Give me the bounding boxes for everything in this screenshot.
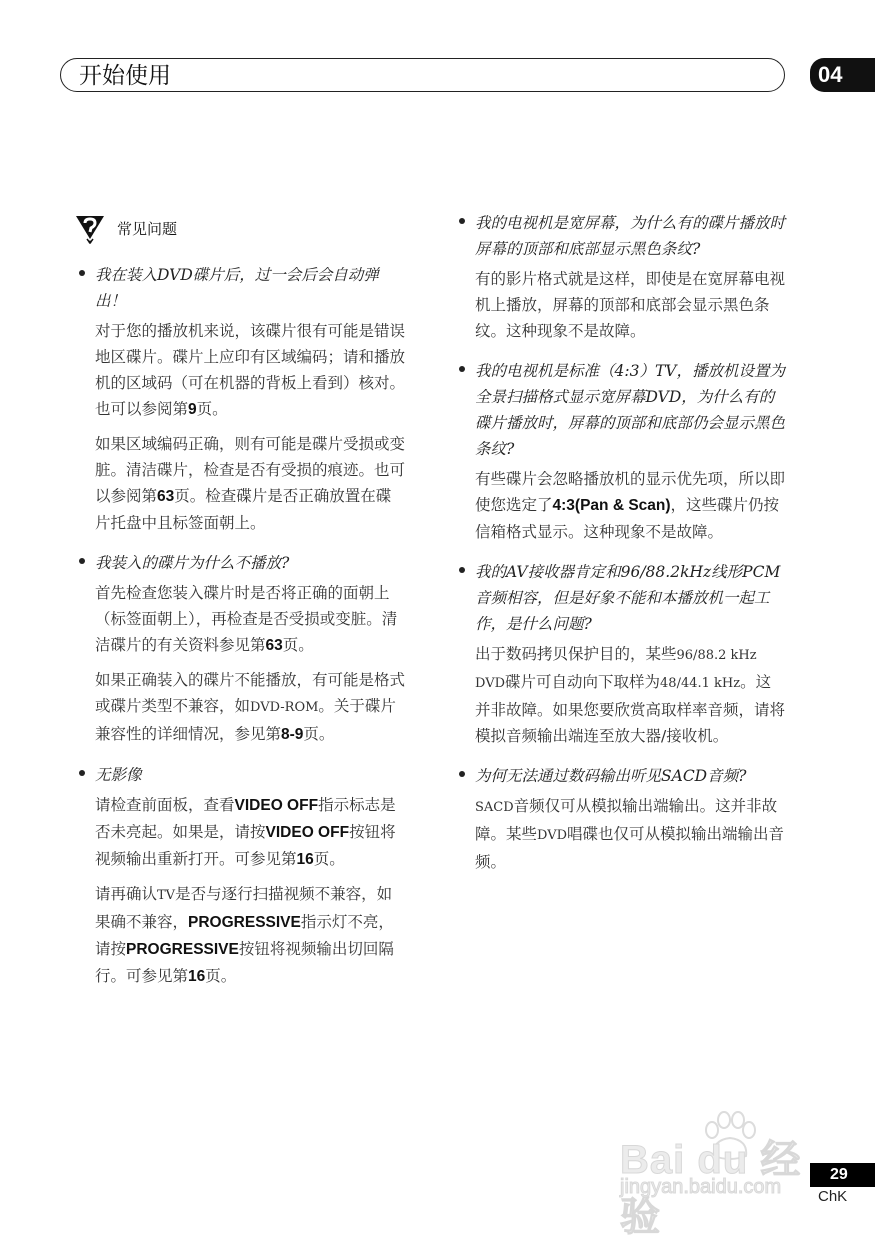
watermark [620, 1110, 820, 1239]
faq-answer [95, 667, 405, 748]
bullet-icon [459, 567, 465, 573]
emphasis-text: 9 [188, 401, 197, 418]
answer-text: 48/44.1 kHz [660, 676, 741, 691]
emphasis-text: 4:3(Pan & Scan) [552, 497, 671, 514]
emphasis-text: 63 [157, 488, 175, 505]
answer-text: 页。 [303, 725, 335, 743]
bullet-icon [79, 558, 85, 564]
answer-text: 页。 [313, 850, 345, 868]
faq-question: 我在装入DVD碟片后，过一会后会自动弹出！ [95, 266, 379, 310]
faq-question: 我的AV接收器肯定和96/88.2kHz线形PCM音频相容，但是好象不能和本播放机一起工作，是什么问题? [475, 563, 781, 633]
emphasis-text: VIDEO OFF [234, 797, 319, 814]
faq-item [455, 559, 785, 749]
emphasis-text: PROGRESSIVE [126, 941, 239, 958]
watermark-logo: Bai du 经验 [620, 1138, 802, 1239]
answer-text: 有些碟片会忽略播放机的显示优先项，所以即使您选定了 [475, 470, 786, 514]
faq-answer [475, 793, 785, 875]
emphasis-text: PROGRESSIVE [188, 914, 301, 931]
bullet-icon [79, 770, 85, 776]
faq-answer [475, 466, 785, 545]
answer-text: 首先检查您装入碟片时是否将正确的面朝上（标签面朝上），再检查是否受损或变脏。清洁碟片的有关资料参见第 [95, 584, 398, 654]
faq-answer [95, 881, 405, 990]
answer-text: 按钮将视频输出切回隔行。可参见第 [95, 940, 394, 985]
answer-text: 指示灯不亮，请按 [95, 913, 394, 958]
answer-text: 有的影片格式就是这样，即使是在宽屏幕电视机上播放，屏幕的顶部和底部会显示黑色条纹。这种现象不是故障。 [475, 270, 786, 340]
answer-text: SACD [475, 800, 514, 815]
faq-title: 常见问题 [117, 219, 178, 238]
faq-answer [95, 792, 405, 873]
emphasis-text: 8-9 [281, 726, 304, 743]
bullet-icon [79, 270, 85, 276]
faq-item [455, 358, 785, 545]
answer-text: 。这并非故障。如果您要欣赏高取样率音频，请将模拟音频输出端连至放大器/接收机。 [475, 673, 786, 745]
answer-text: 如果正确装入的碟片不能播放，有可能是格式或碟片类型不兼容，如 [95, 671, 406, 715]
answer-text: 请再确认 [95, 885, 158, 903]
answer-text: 是否与逐行扫描视频不兼容，如果确不兼容， [95, 885, 393, 931]
answer-text: 页。 [282, 636, 314, 654]
answer-text: DVD-ROM [250, 700, 319, 715]
emphasis-text: 63 [265, 637, 283, 654]
faq-list-right [455, 210, 785, 875]
answer-text: 96/88.2 kHz DVD [475, 648, 757, 691]
answer-text: 。关于碟片兼容性的详细情况，参见第 [95, 697, 396, 743]
bullet-icon [459, 366, 465, 372]
answer-text: 页。检查碟片是否正确放置在碟片托盘中且标签面朝上。 [95, 487, 392, 532]
section-title: 开始使用 [79, 63, 171, 89]
question-mark-triangle-icon [75, 212, 105, 244]
faq-answer [475, 641, 785, 749]
answer-text: TV [157, 888, 176, 903]
faq-item [75, 262, 405, 536]
answer-text: 碟片可自动向下取样为 [505, 673, 661, 691]
right-column [455, 210, 785, 889]
answer-text: 对于您的播放机来说，该碟片很有可能是错误地区碟片。碟片上应印有区域编码；请和播放机的区域码（可在机器的背板上看到）核对。也可以参阅第 [95, 322, 406, 418]
chapter-number-tab: 04 [810, 58, 875, 92]
faq-question: 无影像 [95, 766, 142, 784]
answer-text: 唱碟也仅可从模拟输出端输出音频。 [475, 825, 785, 871]
answer-text: 页。 [205, 967, 237, 985]
faq-question: 为何无法通过数码输出听见SACD音频? [475, 767, 747, 785]
faq-answer [475, 266, 785, 344]
faq-question: 我的电视机是标准（4:3）TV，播放机设置为全景扫描格式显示宽屏幕DVD，为什么有的碟片播放时，屏幕的顶部和底部仍会显示黑色条纹? [475, 362, 786, 458]
answer-text: 音频仅可从模拟输出端输出。这并非故障。某些 [475, 797, 778, 843]
faq-question: 我的电视机是宽屏幕，为什么有的碟片播放时屏幕的顶部和底部显示黑色条纹? [475, 214, 786, 258]
answer-text: 请检查前面板，查看 [95, 796, 235, 814]
faq-item [455, 210, 785, 344]
bullet-icon [459, 218, 465, 224]
faq-item [455, 763, 785, 875]
watermark-url: jingyan.baidu.com [620, 1176, 782, 1198]
faq-answer [95, 580, 405, 659]
answer-text: 如果区域编码正确，则有可能是碟片受损或变脏。清洁碟片，检查是否有受损的痕迹。也可以参阅第 [95, 435, 406, 505]
left-column [75, 212, 405, 1004]
emphasis-text: VIDEO OFF [265, 824, 350, 841]
answer-text: 按钮将视频输出重新打开。可参见第 [95, 823, 396, 868]
faq-question: 我装入的碟片为什么不播放? [95, 554, 290, 572]
page-number: 29 [810, 1163, 875, 1187]
answer-text: DVD [537, 828, 568, 843]
faq-section-heading [75, 212, 405, 244]
bullet-icon [459, 771, 465, 777]
answer-text: 页。 [196, 400, 228, 418]
answer-text: 出于数码拷贝保护目的，某些 [475, 645, 677, 663]
emphasis-text: 16 [296, 851, 314, 868]
faq-item [75, 550, 405, 748]
emphasis-text: 16 [188, 968, 206, 985]
answer-text: 指示标志是否未亮起。如果是，请按 [95, 796, 396, 841]
faq-answer [95, 318, 405, 423]
language-code: ChK [818, 1188, 848, 1205]
section-header [60, 58, 785, 92]
faq-item [75, 762, 405, 990]
faq-answer [95, 431, 405, 536]
faq-list-left [75, 262, 405, 990]
answer-text: ，这些碟片仍按信箱格式显示。这种现象不是故障。 [475, 496, 780, 541]
